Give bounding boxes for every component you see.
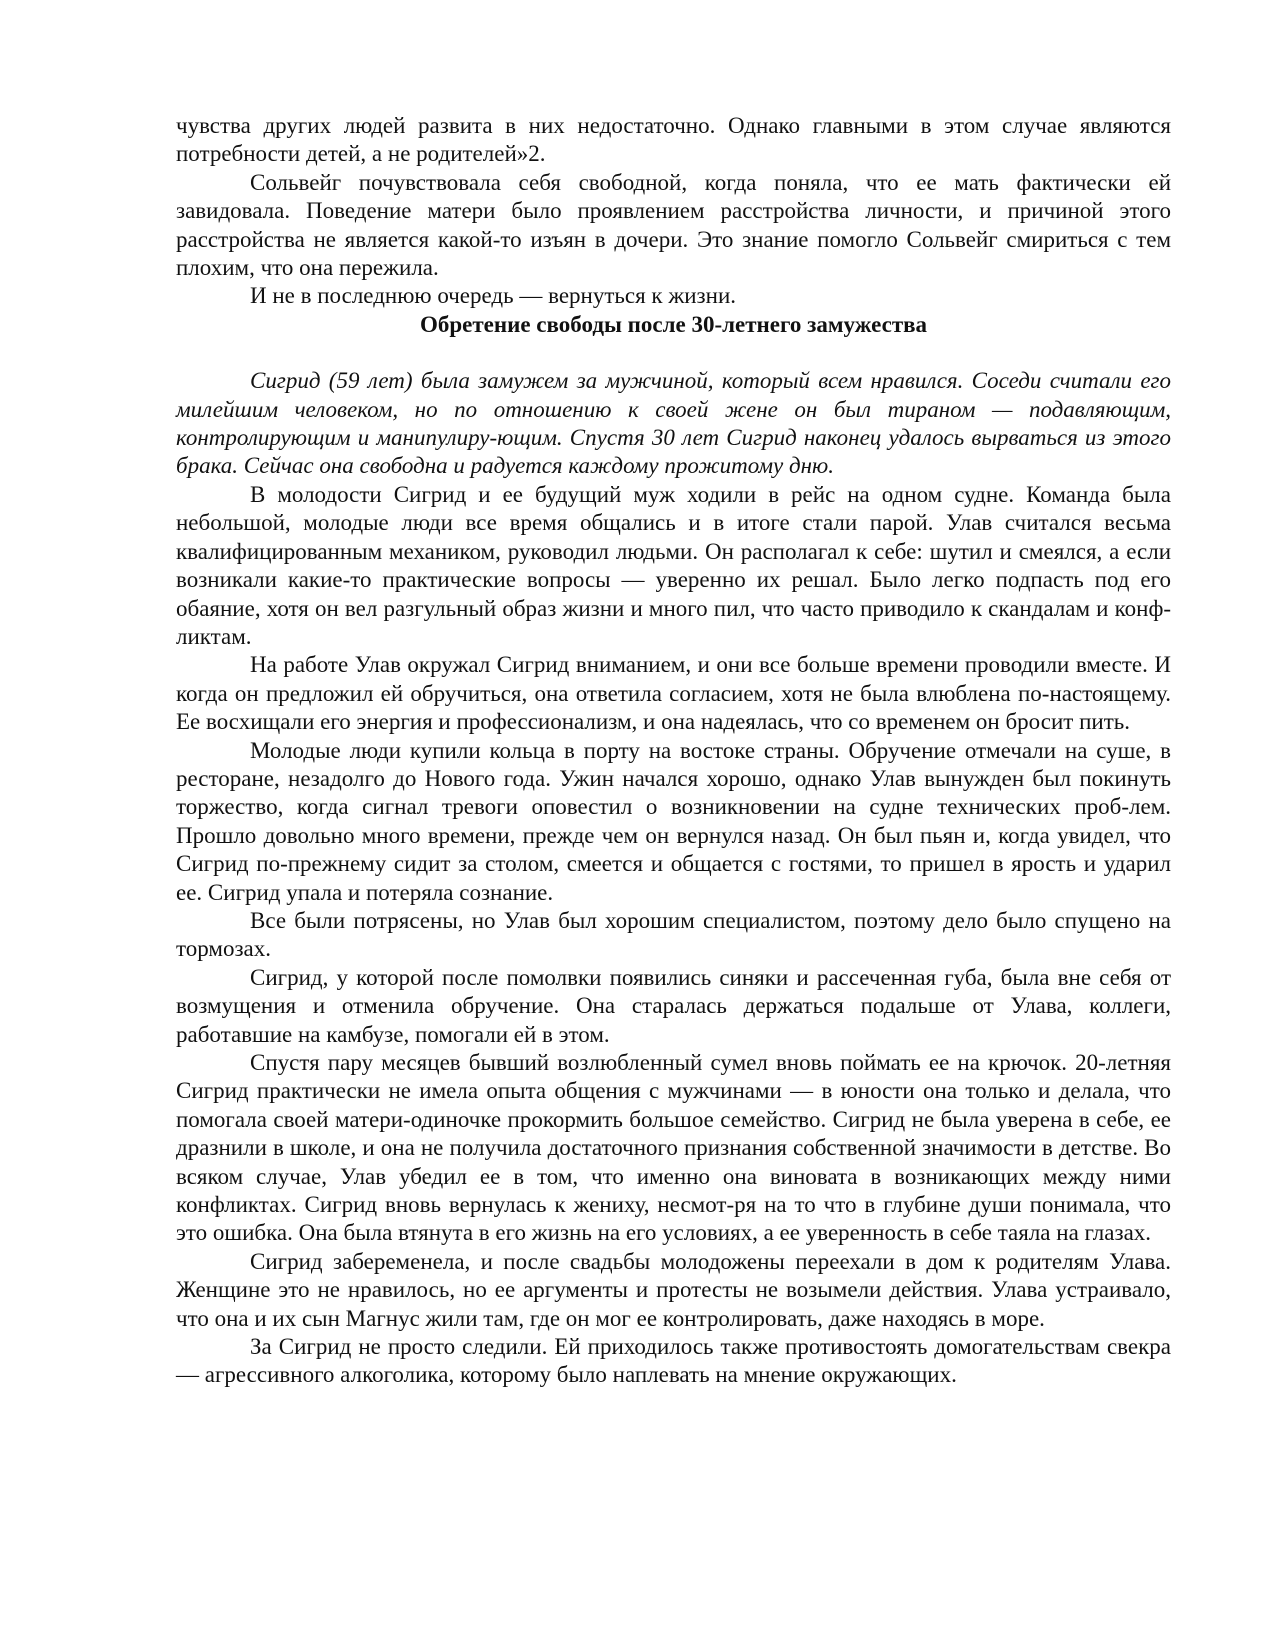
- paragraph-body-2: На работе Улав окружал Сигрид вниманием, и они все больше времени проводили вместе. И когда он предложил ей обручиться, она ответила согласием, хотя не была влюблена по-настоящему. Ее восхищали его энергия и профессионализм, и она надеялась, что со временем он бросит пить.: [176, 652, 1171, 735]
- paragraph-body-1: В молодости Сигрид и ее будущий муж ходили в рейс на одном судне. Команда была небольшой, молодые люди все время общались и в итоге стали парой. Улав считался весьма квалифицированным механиком, руководил людьми. Он располагал к себе: шутил и смеялся, а если возникали какие-то практические вопросы — уверенно их решал. Было легко подпасть под его обаяние, хотя он вел разгульный образ жизни и много пил, что часто приводило к скандалам и конф-ликтам.: [176, 481, 1171, 649]
- paragraph-return-to-life: И не в последнюю очередь — вернуться к жизни.: [250, 283, 737, 309]
- italic-intro: Сигрид (59 лет) была замужем за мужчиной, который всем нравился. Соседи считали его милейшим человеком, но по отношению к своей жене он был тираном — подавляющим, контролирующим и манипулиру-ющим. Спустя 30 лет Сигрид наконец удалось вырваться из этого брака. Сейчас она свободна и радуется каждому прожитому дню.: [176, 368, 1171, 479]
- paragraph-body-6: Спустя пару месяцев бывший возлюбленный сумел вновь поймать ее на крючок. 20-летняя Сигрид практически не имела опыта общения с мужчинами — в юности она только и делала, что помогала своей матери-одиночке прокормить большое семейство. Сигрид не была уверена в себе, ее дразнили в школе, и она не получила достаточного признания собственной значимости в детстве. Во всяком случае, Улав убедил ее в том, что именно она виновата в возникающих между ними конфликтах. Сигрид вновь вернулась к жениху, несмот-ря на то что в глубине души понимала, что это ошибка. Она была втянута в его жизнь на его условиях, а ее уверенность в себе таяла на глазах.: [176, 1050, 1171, 1246]
- paragraph-body-7: Сигрид забеременела, и после свадьбы молодожены переехали в дом к родителям Улава. Женщине это не нравилось, но ее аргументы и протесты не возымели действия. Улава устраивало, что она и их сын Магнус жили там, где он мог ее контролировать, даже находясь в море.: [176, 1248, 1171, 1331]
- paragraph-body-3: Молодые люди купили кольца в порту на востоке страны. Обручение отмечали на суше, в ресторане, незадолго до Нового года. Ужин начался хорошо, однако Улав вынужден был покинуть торжество, когда сигнал тревоги оповестил о возникновении на судне технических проб-лем. Прошло довольно много времени, прежде чем он вернулся назад. Он был пьян и, когда увидел, что Сигрид по-прежнему сидит за столом, смеется и общается с гостями, то пришел в ярость и ударил ее. Сигрид упала и потеряла сознание.: [176, 737, 1171, 905]
- paragraph-continuation: чувства других людей развита в них недостаточно. Однако главными в этом случае являются потребности детей, а не родителей»2.: [176, 113, 1171, 167]
- section-heading: Обретение свободы после 30-летнего замужества: [419, 311, 928, 337]
- paragraph-solveig-freedom: Сольвейг почувствовала себя свободной, когда поняла, что ее мать фактически ей завидовала. Поведение матери было проявлением расстройства личности, и причиной этого расстройства не является какой-то изъян в дочери. Это знание помогло Сольвейг смириться с тем плохим, что она пережила.: [176, 169, 1171, 281]
- paragraph-body-8: За Сигрид не просто следили. Ей приходилось также противостоять домогательствам свекра — агрессивного алкоголика, которому было наплевать на мнение окружающих.: [176, 1334, 1171, 1388]
- paragraph-body-4: Все были потрясены, но Улав был хорошим специалистом, поэтому дело было спущено на тормозах.: [176, 907, 1171, 962]
- document-page: [176, 112, 1171, 1390]
- paragraph-body-5: Сигрид, у которой после помолвки появились синяки и рассеченная губа, была вне себя от возмущения и отменила обручение. Она старалась держаться подальше от Улава, коллеги, работавшие на камбузе, помогали ей в этом.: [176, 964, 1171, 1047]
